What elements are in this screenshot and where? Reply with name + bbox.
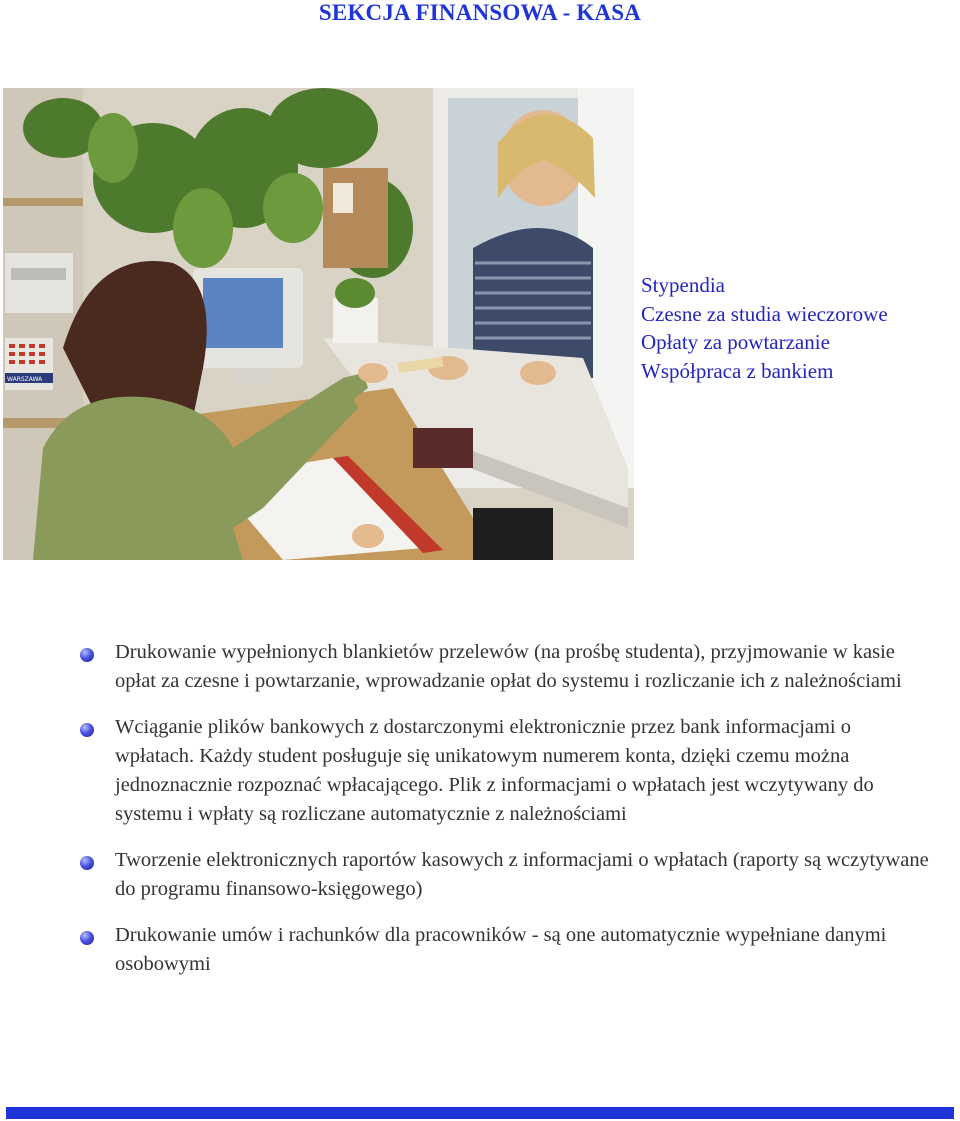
side-topic-item: Współpraca z bankiem: [641, 358, 834, 383]
side-topic-item: Stypendia: [641, 273, 725, 297]
list-item: [80, 921, 930, 979]
list-item: [80, 846, 930, 904]
list-item-text: Drukowanie wypełnionych blankietów przelewów (na prośbę studenta), przyjmowanie w kasie opłat za czesne i powtarzanie, wprowadzanie opłat do systemu i rozliczanie ich z należnościami: [115, 641, 902, 692]
bullet-dot-icon: [80, 856, 94, 870]
list-item-text: Tworzenie elektronicznych raportów kasowych z informacjami o wpłatach (raporty są wczytywane do programu finansowo-księgowego): [115, 849, 929, 900]
footer-bar: [6, 1107, 954, 1119]
list-item-text: Wciąganie plików bankowych z dostarczonymi elektronicznie przez bank informacjami o wpłatach. Każdy student posługuje się unikatowym numerem konta, dzięki czemu można jednoznacznie rozpoznać wpłacającego. Plik z informacjami o wpłatach jest wczytywany do systemu i wpłaty są rozliczane automatycznie z należnościami: [115, 716, 874, 825]
bullet-dot-icon: [80, 648, 94, 662]
bullet-dot-icon: [80, 723, 94, 737]
task-bullet-list: [80, 638, 930, 996]
list-item: [80, 713, 930, 829]
bullet-dot-icon: [80, 931, 94, 945]
side-topic-item: Opłaty za powtarzanie: [641, 330, 830, 354]
side-topic-item: Czesne za studia wieczorowe: [641, 301, 888, 326]
cashier-office-photo: [3, 88, 634, 560]
calendar-label: WARSZAWA: [7, 376, 43, 383]
list-item: [80, 638, 930, 696]
side-topic-list: [641, 271, 888, 385]
page-title: SEKCJA FINANSOWA - KASA: [318, 0, 642, 25]
list-item-text: Drukowanie umów i rachunków dla pracowników - są one automatycznie wypełniane danymi osobowymi: [115, 924, 887, 975]
